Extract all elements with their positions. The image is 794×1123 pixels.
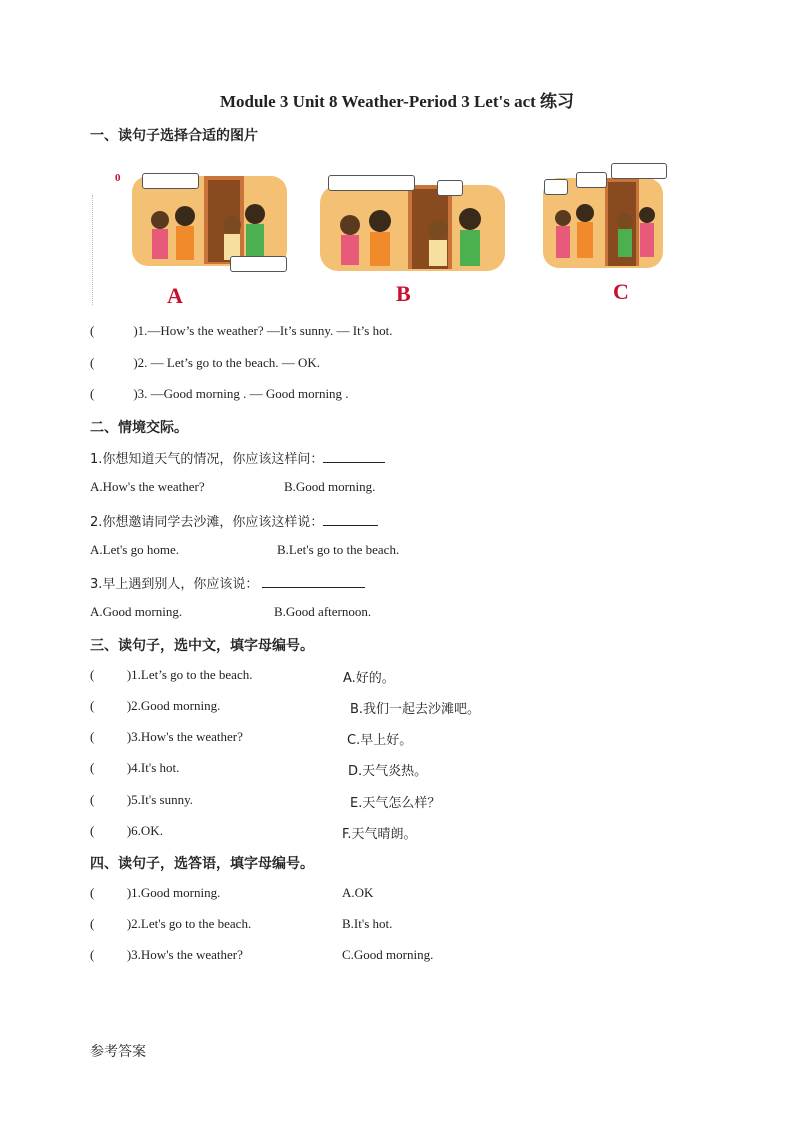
s4-item-3-text: 3.How's the weather? bbox=[131, 947, 243, 962]
s3-item-2-text: 2.Good morning. bbox=[131, 698, 221, 713]
speech-bubble bbox=[437, 180, 463, 196]
s1-item-3-text: 3. —Good morning . — Good morning . bbox=[137, 386, 349, 401]
s3-item-2 bbox=[90, 698, 220, 714]
speech-bubble bbox=[544, 179, 568, 195]
answer-blank[interactable] bbox=[323, 450, 385, 463]
s2-question-3-text: 3.早上遇到别人，你应该说： bbox=[90, 577, 259, 592]
picture-a-illustration bbox=[132, 170, 287, 270]
margin-dotted-line bbox=[92, 195, 93, 305]
s4-item-3 bbox=[90, 947, 243, 963]
speech-bubble bbox=[576, 172, 607, 188]
s2-q2-option-b: B.Let's go to the beach. bbox=[277, 542, 400, 557]
s3-choice-f: F.天气晴朗。 bbox=[342, 827, 417, 842]
s3-choice-e: E.天气怎么样？ bbox=[350, 796, 441, 811]
picture-c-illustration bbox=[543, 163, 668, 273]
s2-q1-option-a: A.How's the weather? bbox=[90, 479, 205, 494]
section-4-heading: 四、读句子，选答语，填字母编号。 bbox=[90, 856, 314, 872]
answer-key-heading: 参考答案 bbox=[90, 1044, 146, 1060]
s3-item-1 bbox=[90, 667, 252, 683]
s3-item-5 bbox=[90, 792, 193, 808]
answer-bracket[interactable]: ( ) bbox=[90, 729, 132, 744]
s3-item-3-text: 3.How's the weather? bbox=[131, 729, 243, 744]
s3-item-4 bbox=[90, 760, 179, 776]
s2-q3-option-a: A.Good morning. bbox=[90, 604, 183, 619]
answer-bracket[interactable]: ( ) bbox=[90, 792, 132, 807]
answer-bracket[interactable]: ( ) bbox=[90, 667, 132, 682]
answer-bracket[interactable]: ( ) bbox=[90, 323, 138, 338]
picture-b-illustration bbox=[320, 175, 505, 275]
answer-blank[interactable] bbox=[262, 575, 365, 588]
s4-choice-b: B.It's hot. bbox=[342, 916, 393, 931]
answer-bracket[interactable]: ( ) bbox=[90, 386, 138, 401]
s1-item-3 bbox=[90, 386, 349, 402]
s4-item-2-text: 2.Let's go to the beach. bbox=[131, 916, 252, 931]
speech-bubble bbox=[611, 163, 667, 179]
s1-item-1-text: 1.—How’s the weather? —It’s sunny. — It’s hot. bbox=[137, 323, 393, 338]
s2-q2-option-a: A.Let's go home. bbox=[90, 542, 179, 557]
answer-blank[interactable] bbox=[323, 513, 378, 526]
speech-bubble bbox=[328, 175, 415, 191]
answer-bracket[interactable]: ( ) bbox=[90, 885, 132, 900]
s4-item-1 bbox=[90, 885, 220, 901]
section-1-heading: 一、读句子选择合适的图片 bbox=[90, 128, 258, 144]
s4-choice-a: A.OK bbox=[342, 885, 374, 900]
page-title: Module 3 Unit 8 Weather-Period 3 Let's act 练习 bbox=[219, 92, 575, 111]
margin-mark: 0 bbox=[115, 172, 121, 184]
answer-bracket[interactable]: ( ) bbox=[90, 355, 138, 370]
speech-bubble bbox=[230, 256, 287, 272]
s2-q3-option-b: B.Good afternoon. bbox=[274, 604, 372, 619]
s3-item-1-text: 1.Let’s go to the beach. bbox=[131, 667, 253, 682]
picture-a-label: A bbox=[167, 283, 183, 308]
s1-item-2-text: 2. — Let’s go to the beach. — OK. bbox=[137, 355, 320, 370]
s3-choice-d: D.天气炎热。 bbox=[348, 764, 428, 779]
s3-choice-b: B.我们一起去沙滩吧。 bbox=[350, 702, 481, 717]
s1-item-1 bbox=[90, 323, 392, 339]
s3-item-4-text: 4.It's hot. bbox=[131, 760, 180, 775]
s2-question-2 bbox=[90, 511, 378, 530]
s4-choice-c: C.Good morning. bbox=[342, 947, 434, 962]
s3-choice-a: A.好的。 bbox=[343, 671, 395, 686]
speech-bubble bbox=[142, 173, 199, 189]
s3-item-3 bbox=[90, 729, 243, 745]
s3-choice-c: C.早上好。 bbox=[347, 733, 413, 748]
s4-item-1-text: 1.Good morning. bbox=[131, 885, 221, 900]
s3-item-5-text: 5.It's sunny. bbox=[131, 792, 193, 807]
s4-item-2 bbox=[90, 916, 251, 932]
s3-item-6 bbox=[90, 823, 163, 839]
s2-question-1-text: 1.你想知道天气的情况，你应该这样问： bbox=[90, 452, 324, 467]
picture-c-label: C bbox=[613, 279, 629, 304]
picture-b-label: B bbox=[396, 281, 411, 306]
answer-bracket[interactable]: ( ) bbox=[90, 823, 132, 838]
answer-bracket[interactable]: ( ) bbox=[90, 698, 132, 713]
s3-item-6-text: 6.OK. bbox=[131, 823, 163, 838]
s2-question-3 bbox=[90, 573, 365, 592]
section-3-heading: 三、读句子，选中文，填字母编号。 bbox=[90, 638, 314, 654]
answer-bracket[interactable]: ( ) bbox=[90, 947, 132, 962]
answer-bracket[interactable]: ( ) bbox=[90, 916, 132, 931]
s2-question-1 bbox=[90, 448, 385, 467]
answer-bracket[interactable]: ( ) bbox=[90, 760, 132, 775]
s2-question-2-text: 2.你想邀请同学去沙滩，你应该这样说： bbox=[90, 515, 324, 530]
section-2-heading: 二、情境交际。 bbox=[90, 420, 188, 436]
s1-item-2 bbox=[90, 355, 320, 371]
s2-q1-option-b: B.Good morning. bbox=[284, 479, 376, 494]
